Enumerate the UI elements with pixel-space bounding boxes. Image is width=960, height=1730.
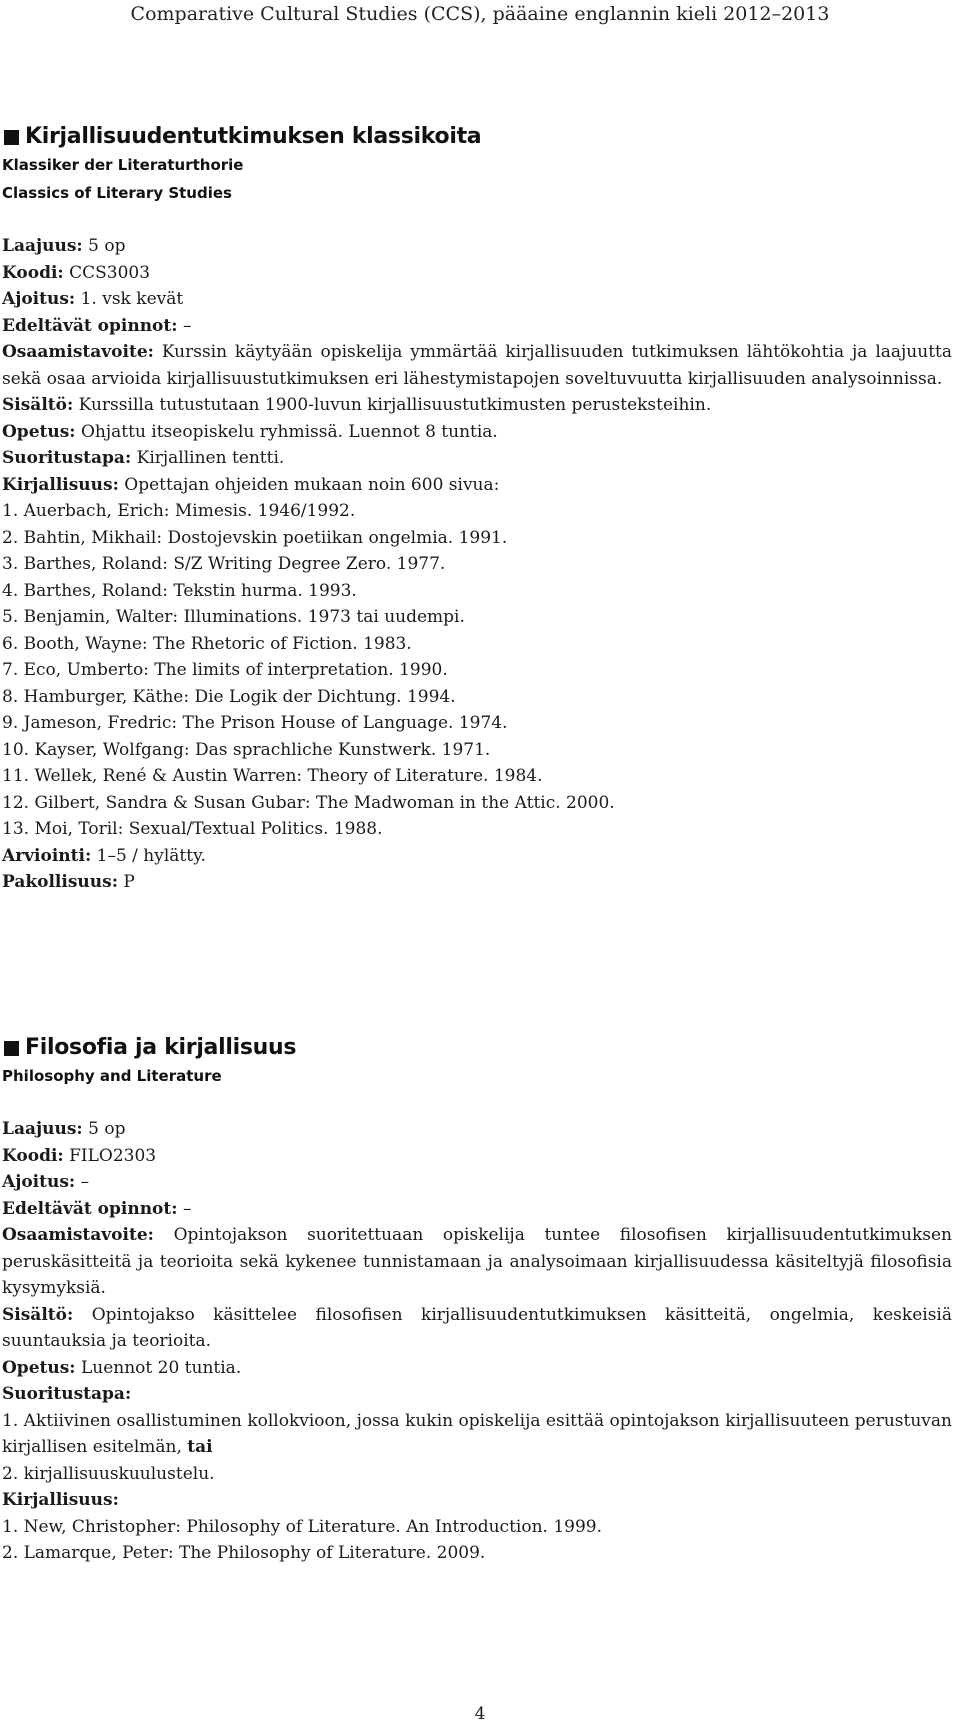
course-title-german: Klassiker der Literaturthorie	[2, 156, 244, 174]
list-item: 4. Barthes, Roland: Tekstin hurma. 1993.	[2, 580, 357, 601]
completion-label: Suoritustapa:	[2, 1384, 132, 1404]
course-title-text: Filosofia ja kirjallisuus	[25, 1035, 297, 1060]
list-item: 2. Bahtin, Mikhail: Dostojevskin poetiikan ongelmia. 1991.	[2, 527, 508, 548]
list-item: 11. Wellek, René & Austin Warren: Theory of Literature. 1984.	[2, 766, 543, 786]
running-header: Comparative Cultural Studies (CCS), pääaine englannin kieli 2012–2013	[130, 3, 830, 25]
list-item: 13. Moi, Toril: Sexual/Textual Politics. 1988.	[2, 819, 383, 839]
learning-outcome: Osaamistavoite: Opintojakson suoritettuaan opiskelija tuntee filosofisen kirjallisuudentutkimuksen peruskäsitteitä ja teorioita sekä kykenee tunnistamaan ja analysoimaan kirjallisuudessa käsiteltyjä filosofisia kysymyksiä.	[2, 1225, 953, 1298]
list-item: 2. Lamarque, Peter: The Philosophy of Literature. 2009.	[2, 1543, 486, 1563]
grading-line: Arviointi: 1–5 / hylätty.	[2, 845, 206, 866]
teaching-line: Opetus: Luennot 20 tuntia.	[2, 1357, 242, 1378]
code-line: Koodi: CCS3003	[2, 262, 151, 283]
list-item: 10. Kayser, Wolfgang: Das sprachliche Kunstwerk. 1971.	[2, 739, 491, 760]
square-bullet-icon	[4, 1041, 19, 1056]
list-item: 1. New, Christopher: Philosophy of Literature. An Introduction. 1999.	[2, 1516, 603, 1537]
course-philosophy-section	[2, 1034, 952, 1567]
square-bullet-icon	[4, 130, 19, 145]
prerequisites-line: Edeltävät opinnot: –	[2, 1198, 192, 1219]
list-item: 1. Auerbach, Erich: Mimesis. 1946/1992.	[2, 501, 356, 521]
learning-outcome: Osaamistavoite: Kurssin käytyään opiskelija ymmärtää kirjallisuuden tutkimuksen lähtökohtia ja laajuutta sekä osaa arvioida kirjallisuustutkimuksen eri lähestymistapojen soveltuvuutta kirjallisuuden analysoinnissa.	[2, 342, 952, 389]
literature-line: Kirjallisuus: Opettajan ohjeiden mukaan noin 600 sivua:	[2, 474, 500, 495]
compulsory-line: Pakollisuus: P	[2, 872, 135, 892]
completion-line: Suoritustapa: Kirjallinen tentti.	[2, 448, 285, 468]
list-item: 5. Benjamin, Walter: Illuminations. 1973 tai uudempi.	[2, 607, 465, 627]
course-title-text: Kirjallisuudentutkimuksen klassikoita	[25, 124, 482, 149]
timing-line: Ajoitus: 1. vsk kevät	[2, 289, 184, 309]
scope-line: Laajuus: 5 op	[2, 1119, 126, 1139]
page-number: 4	[474, 1704, 486, 1724]
course-title	[2, 123, 952, 151]
list-item: 7. Eco, Umberto: The limits of interpretation. 1990.	[2, 660, 448, 680]
course-title-english: Classics of Literary Studies	[2, 184, 232, 202]
list-item: 12. Gilbert, Sandra & Susan Gubar: The Madwoman in the Attic. 2000.	[2, 792, 615, 813]
prerequisites-line: Edeltävät opinnot: –	[2, 315, 192, 336]
literature-label: Kirjallisuus:	[2, 1490, 119, 1510]
content-line: Sisältö: Opintojakso käsittelee filosofisen kirjallisuudentutkimuksen käsitteitä, ongelmia, keskeisiä suuntauksia ja teorioita.	[2, 1304, 952, 1351]
course-details	[2, 1116, 952, 1567]
scope-line: Laajuus: 5 op	[2, 236, 126, 256]
course-title	[2, 1034, 952, 1062]
list-item: 8. Hamburger, Käthe: Die Logik der Dichtung. 1994.	[2, 686, 456, 707]
completion-option-2: 2. kirjallisuuskuulustelu.	[2, 1463, 215, 1484]
completion-option-1: 1. Aktiivinen osallistuminen kollokvioon, jossa kukin opiskelija esittää opintojakson kirjallisuuteen perustuvan kirjallisen esitelmän, tai	[2, 1410, 952, 1457]
course-title-english: Philosophy and Literature	[2, 1067, 222, 1085]
code-line: Koodi: FILO2303	[2, 1145, 157, 1166]
course-details	[2, 233, 952, 896]
list-item: 3. Barthes, Roland: S/Z Writing Degree Zero. 1977.	[2, 554, 446, 574]
teaching-line: Opetus: Ohjattu itseopiskelu ryhmissä. Luennot 8 tuntia.	[2, 421, 498, 442]
list-item: 6. Booth, Wayne: The Rhetoric of Fiction. 1983.	[2, 633, 412, 654]
list-item: 9. Jameson, Fredric: The Prison House of Language. 1974.	[2, 713, 508, 733]
timing-line: Ajoitus: –	[2, 1172, 90, 1192]
course-classics-section	[2, 123, 952, 896]
content-line: Sisältö: Kurssilla tutustutaan 1900-luvun kirjallisuustutkimusten perusteksteihin.	[2, 395, 712, 415]
